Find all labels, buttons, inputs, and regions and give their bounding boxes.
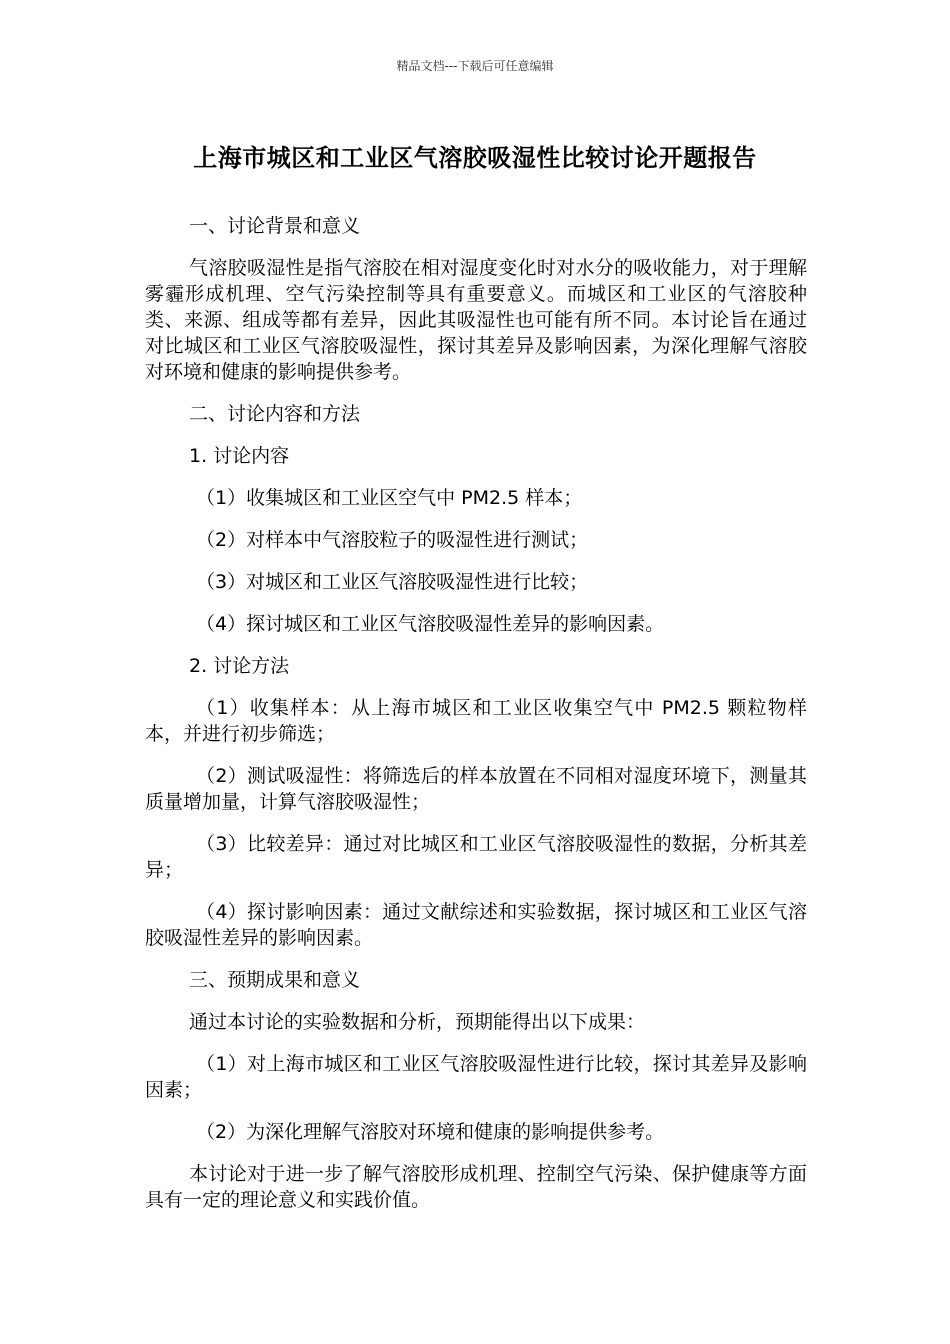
section-heading-content-methods: 二、讨论内容和方法 — [189, 403, 361, 425]
page-header-note: 精品文档---下载后可任意编辑 — [396, 59, 554, 73]
document-title: 上海市城区和工业区气溶胶吸湿性比较讨论开题报告 — [193, 144, 757, 172]
content-item-3: （3）对城区和工业区气溶胶吸湿性进行比较； — [196, 571, 589, 593]
background-paragraph: 气溶胶吸湿性是指气溶胶在相对湿度变化时对水分的吸收能力，对于理解雾霾形成机理、空气污染控制等具有重要意义。而城区和工业区的气溶胶种类、来源、组成等都有差异，因此其吸湿性也可能有所不同。本讨论旨在通过对比城区和工业区气溶胶吸湿性，探讨其差异及影响因素，为深化理解气溶胶对环境和健康的影响提供参考。 — [145, 257, 807, 383]
method-item-4: （4）探讨影响因素：通过文献综述和实验数据，探讨城区和工业区气溶胶吸湿性差异的影响因素。 — [145, 901, 807, 949]
content-item-2: （2）对样本中气溶胶粒子的吸湿性进行测试； — [196, 529, 589, 551]
expected-item-2: （2）为深化理解气溶胶对环境和健康的影响提供参考。 — [196, 1121, 665, 1143]
section-heading-background: 一、讨论背景和意义 — [189, 215, 361, 237]
content-item-4: （4）探讨城区和工业区气溶胶吸湿性差异的影响因素。 — [196, 613, 665, 635]
section-heading-expected-results: 三、预期成果和意义 — [189, 969, 361, 991]
subheading-research-content: 1. 讨论内容 — [189, 445, 290, 467]
conclusion-paragraph: 本讨论对于进一步了解气溶胶形成机理、控制空气污染、保护健康等方面具有一定的理论意义和实践价值。 — [145, 1163, 807, 1211]
subheading-research-methods: 2. 讨论方法 — [189, 655, 290, 677]
method-item-3: （3）比较差异：通过对比城区和工业区气溶胶吸湿性的数据，分析其差异； — [145, 833, 807, 881]
content-item-1: （1）收集城区和工业区空气中 PM2.5 样本； — [196, 487, 583, 509]
expected-item-1: （1）对上海市城区和工业区气溶胶吸湿性进行比较，探讨其差异及影响因素； — [145, 1053, 807, 1101]
method-item-1: （1）收集样本：从上海市城区和工业区收集空气中 PM2.5 颗粒物样本，并进行初步筛选； — [145, 697, 807, 745]
document-body — [145, 213, 807, 1229]
method-item-2: （2）测试吸湿性：将筛选后的样本放置在不同相对湿度环境下，测量其质量增加量，计算气溶胶吸湿性； — [145, 765, 807, 813]
expected-results-intro: 通过本讨论的实验数据和分析，预期能得出以下成果： — [189, 1011, 646, 1033]
